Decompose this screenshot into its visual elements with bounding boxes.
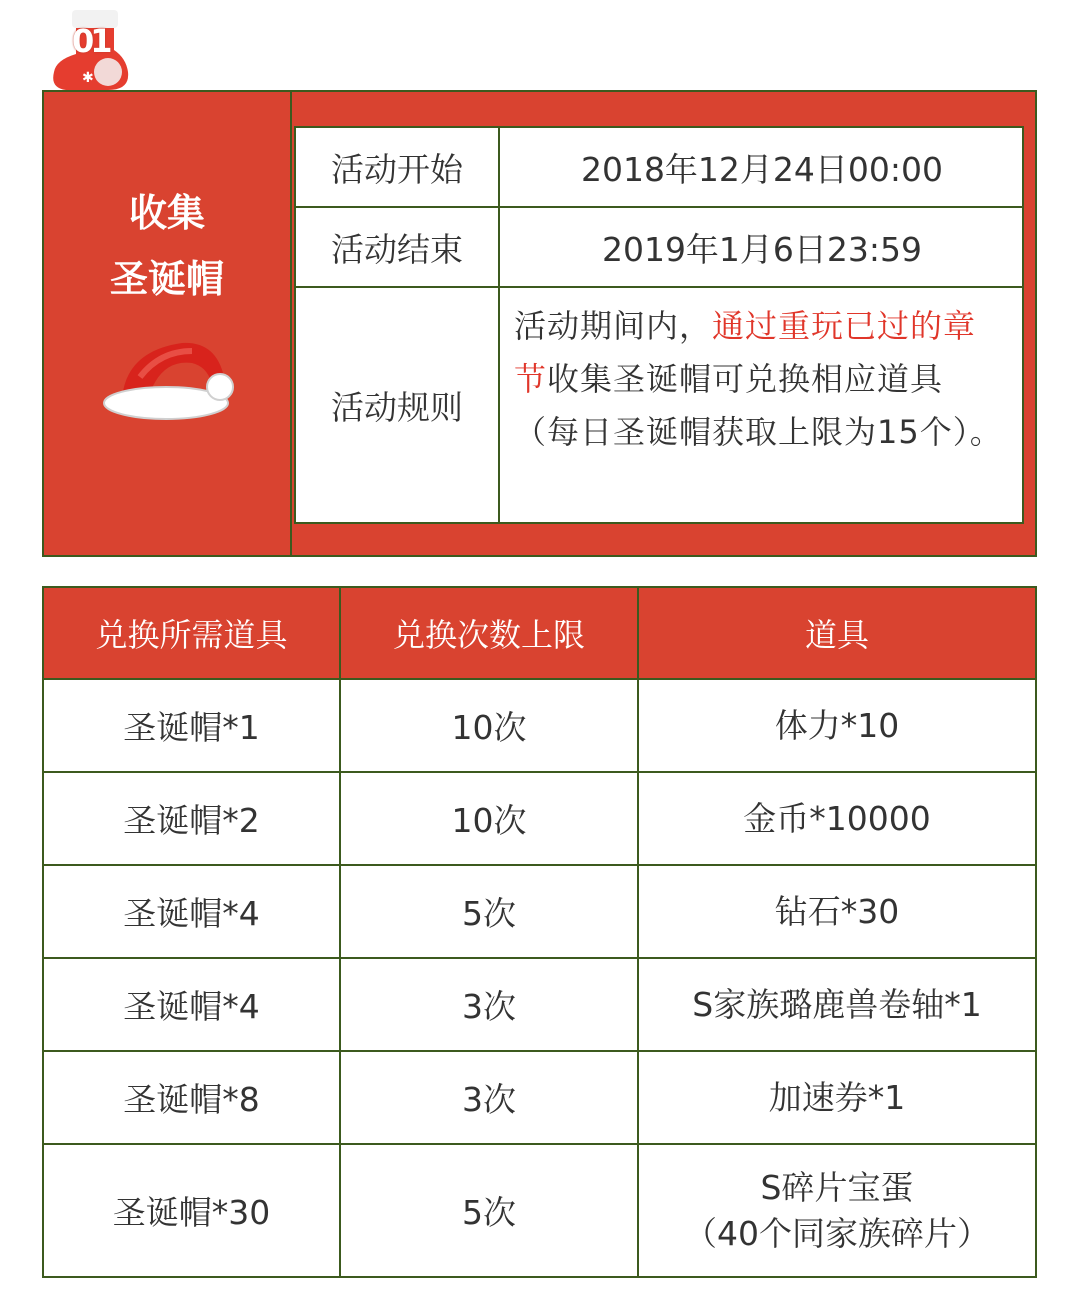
rules-text [514,300,1004,459]
cost-cell: 圣诞帽*1 [44,680,341,771]
table-row [44,959,1035,1052]
start-row [296,128,1022,208]
christmas-stocking-icon [48,10,138,92]
event-info-panel [42,90,1037,557]
badge-number: 01 [72,22,109,60]
header-limit: 兑换次数上限 [341,588,639,678]
event-title-line1: 收集 [128,191,205,235]
panel-divider [290,92,292,555]
rules-part2: 收集圣诞帽可兑换相应道具（每日圣诞帽获取上限为15个）。 [514,360,1003,451]
santa-hat-icon [100,337,238,427]
end-value: 2019年1月6日23:59 [601,229,923,269]
reward-name: 金币*10000 [743,798,931,838]
rules-part1: 活动期间内， [514,307,713,345]
table-row [44,680,1035,773]
reward-cell [639,680,1035,771]
start-label: 活动开始 [296,128,500,206]
limit-cell: 3次 [341,1052,639,1143]
limit-cell: 5次 [341,1145,639,1276]
cost-cell: 圣诞帽*8 [44,1052,341,1143]
end-row [296,208,1022,288]
rules-highlight: 通过重玩已过的章节 [514,307,977,398]
limit-cell: 5次 [341,866,639,957]
svg-text:✱: ✱ [82,70,94,86]
cost-cell: 圣诞帽*4 [44,959,341,1050]
cost-cell: 圣诞帽*30 [44,1145,341,1276]
limit-cell: 10次 [341,773,639,864]
rules-label: 活动规则 [296,288,500,522]
event-title [44,180,290,312]
reward-cell [639,959,1035,1050]
reward-name: S家族璐鹿兽卷轴*1 [692,984,982,1024]
reward-name: S碎片宝蛋 [760,1167,914,1207]
table-row [44,1145,1035,1276]
reward-cell [639,866,1035,957]
reward-name: 加速券*1 [768,1077,906,1117]
cost-cell: 圣诞帽*4 [44,866,341,957]
exchange-table [42,586,1037,1278]
event-info-table [294,126,1024,524]
header-reward: 道具 [804,616,869,654]
reward-subtitle: （40个同家族碎片） [684,1213,990,1253]
rules-row [296,288,1022,522]
event-title-line2: 圣诞帽 [109,257,224,301]
end-label: 活动结束 [296,208,500,286]
cost-cell: 圣诞帽*2 [44,773,341,864]
limit-cell: 3次 [341,959,639,1050]
reward-name: 钻石*30 [774,891,900,931]
exchange-table-header [44,588,1035,680]
start-value: 2018年12月24日00:00 [580,149,944,189]
reward-name: 体力*10 [774,705,900,745]
reward-cell [639,1145,1035,1276]
table-row [44,1052,1035,1145]
header-cost: 兑换所需道具 [44,588,341,678]
reward-cell [639,773,1035,864]
table-row [44,866,1035,959]
limit-cell: 10次 [341,680,639,771]
reward-cell [639,1052,1035,1143]
table-row [44,773,1035,866]
